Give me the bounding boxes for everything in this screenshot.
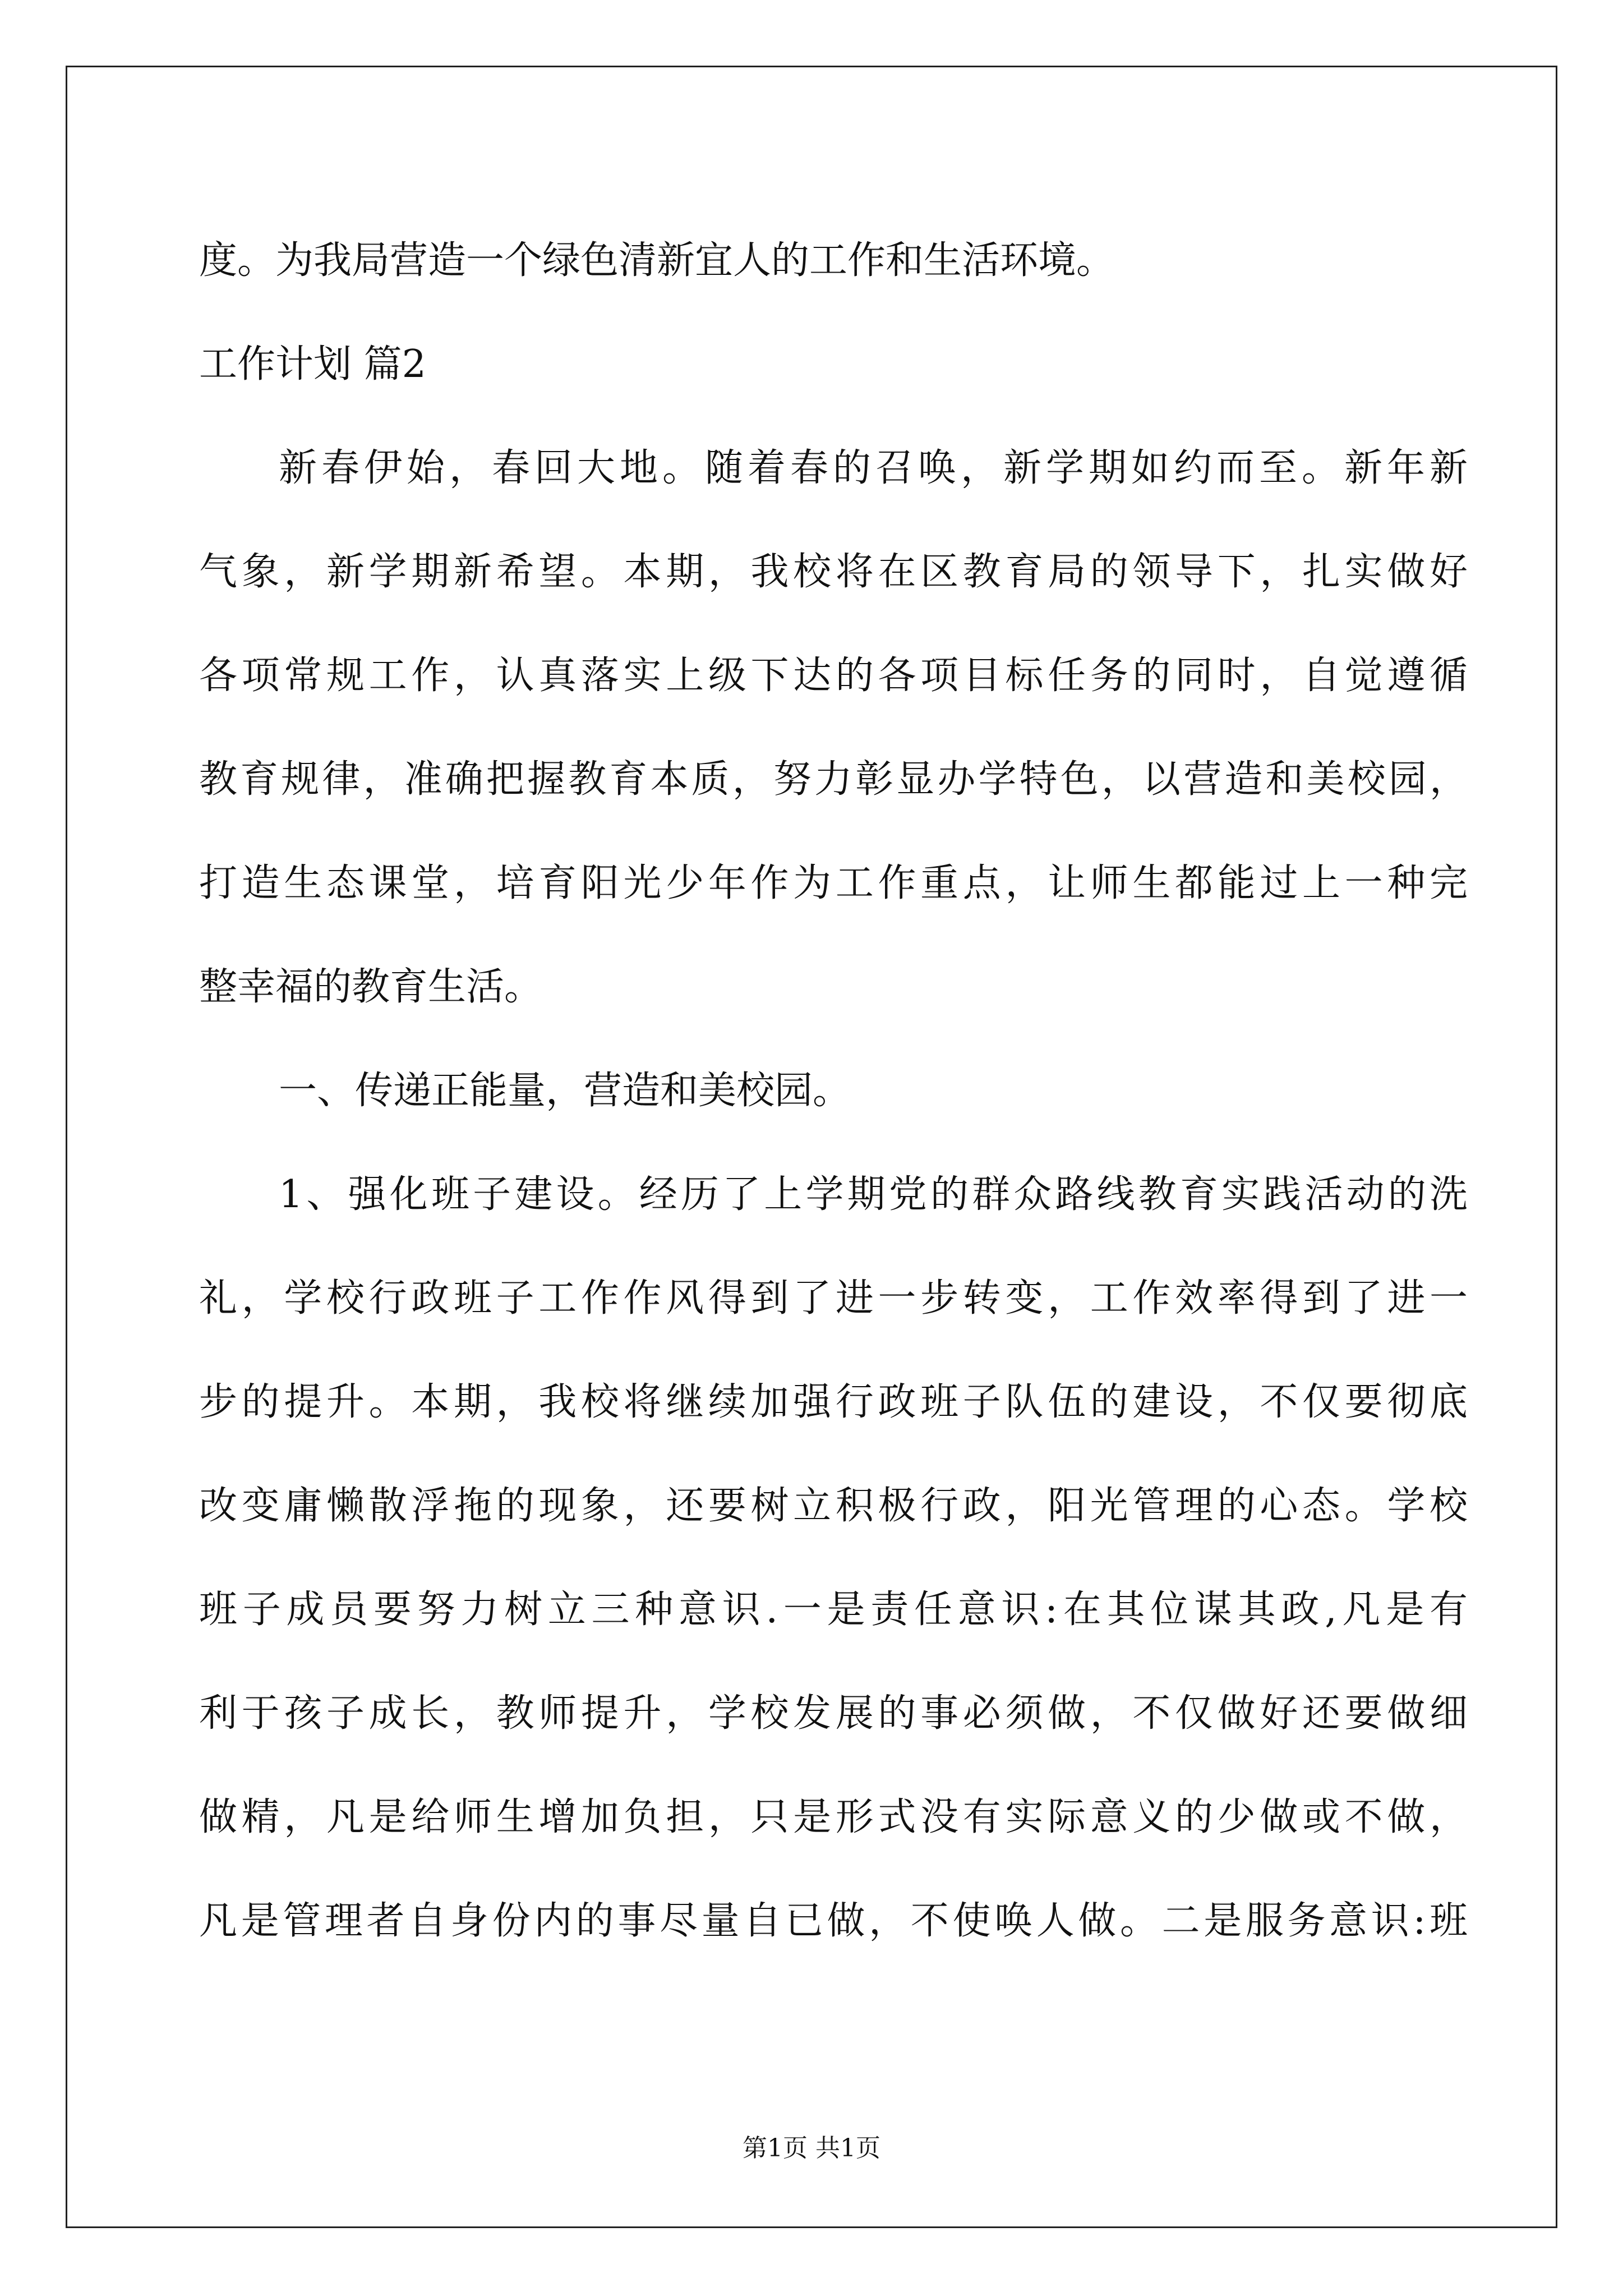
text-line: 气象，新学期新希望。本期，我校将在区教育局的领导下，扎实做好 [199,550,1468,594]
text-line: 整幸福的教育生活。 [199,965,543,1009]
text-line: 礼，学校行政班子工作作风得到了进一步转变，工作效率得到了进一 [199,1276,1468,1320]
text-line: 做精，凡是给师生增加负担，只是形式没有实际意义的少做或不做， [199,1795,1468,1839]
document-body [199,209,1468,1973]
text-line: 教育规律，准确把握教育本质，努力彰显办学特色，以营造和美校园， [199,757,1468,802]
text-line: 改变庸懒散浮拖的现象，还要树立积极行政，阳光管理的心态。学校 [199,1484,1468,1528]
text-line: 利于孩子成长，教师提升，学校发展的事必须做，不仅做好还要做细 [199,1691,1468,1736]
section-heading: 工作计划 篇2 [199,342,426,386]
subsection-heading: 一、传递正能量，营造和美校园。 [279,1069,851,1113]
text-line: 1、强化班子建设。经历了上学期党的群众路线教育实践活动的洗 [279,1172,1468,1217]
text-line: 班子成员要努力树立三种意识.一是责任意识:在其位谋其政,凡是有 [199,1588,1468,1632]
page-number-footer: 第1页 共1页 [743,2134,880,2162]
text-line: 各项常规工作，认真落实上级下达的各项目标任务的同时，自觉遵循 [199,654,1468,698]
text-line: 凡是管理者自身份内的事尽量自已做，不使唤人做。二是服务意识:班 [199,1899,1468,1943]
text-line: 打造生态课堂，培育阳光少年作为工作重点，让师生都能过上一种完 [199,861,1468,905]
text-line: 度。为我局营造一个绿色清新宜人的工作和生活环境。 [199,238,1115,283]
text-line: 新春伊始，春回大地。随着春的召唤，新学期如约而至。新年新 [279,446,1468,490]
text-line: 步的提升。本期，我校将继续加强行政班子队伍的建设，不仅要彻底 [199,1380,1468,1424]
